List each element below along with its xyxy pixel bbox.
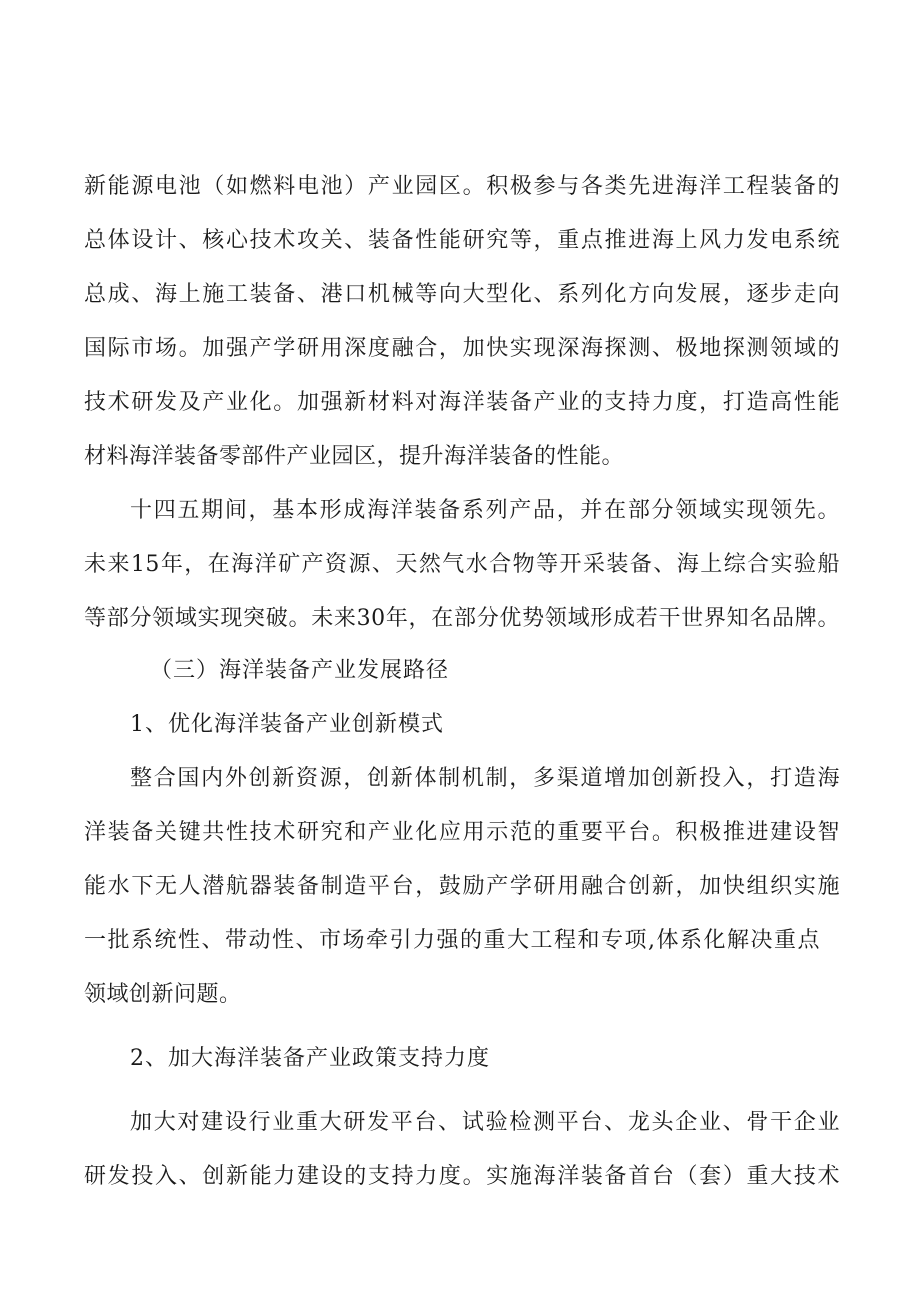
paragraph-3-line-3: 能水下无人潜航器装备制造平台，鼓励产学研用融合创新，加快组织实施: [84, 874, 840, 899]
item-1-title: 1、优化海洋装备产业创新模式: [130, 712, 444, 737]
paragraph-2-line-2: 未来15年，在海洋矿产资源、天然气水合物等开采装备、海上综合实验船: [84, 552, 840, 577]
paragraph-4-line-1: 加大对建设行业重大研发平台、试验检测平台、龙头企业、骨干企业: [130, 1110, 840, 1135]
paragraph-2-line-1: 十四五期间，基本形成海洋装备系列产品，并在部分领域实现领先。: [130, 498, 840, 523]
paragraph-1-line-3: 总成、海上施工装备、港口机械等向大型化、系列化方向发展，逐步走向: [84, 282, 840, 307]
paragraph-1-line-4: 国际市场。加强产学研用深度融合，加快实现深海探测、极地探测领域的: [84, 336, 840, 361]
paragraph-3-line-2: 洋装备关键共性技术研究和产业化应用示范的重要平台。积极推进建设智: [84, 820, 840, 845]
paragraph-1-line-5: 技术研发及产业化。加强新材料对海洋装备产业的支持力度，打造高性能: [84, 390, 840, 415]
paragraph-2-line-3: 等部分领域实现突破。未来30年，在部分优势领域形成若干世界知名品牌。: [84, 606, 840, 631]
paragraph-1-line-1: 新能源电池（如燃料电池）产业园区。积极参与各类先进海洋工程装备的: [84, 174, 840, 199]
item-2-title: 2、加大海洋装备产业政策支持力度: [130, 1046, 490, 1071]
paragraph-1-line-2: 总体设计、核心技术攻关、装备性能研究等，重点推进海上风力发电系统: [84, 228, 840, 253]
paragraph-4-line-2: 研发投入、创新能力建设的支持力度。实施海洋装备首台（套）重大技术: [84, 1164, 840, 1189]
paragraph-3-line-1: 整合国内外创新资源，创新体制机制，多渠道增加创新投入，打造海: [130, 766, 840, 791]
paragraph-1-line-6: 材料海洋装备零部件产业园区，提升海洋装备的性能。: [84, 444, 625, 469]
section-3-title: （三）海洋装备产业发展路径: [150, 658, 450, 683]
paragraph-3-line-4: 一批系统性、带动性、市场牵引力强的重大工程和专项,体系化解决重点: [84, 928, 820, 953]
paragraph-3-line-5: 领域创新问题。: [84, 982, 242, 1007]
